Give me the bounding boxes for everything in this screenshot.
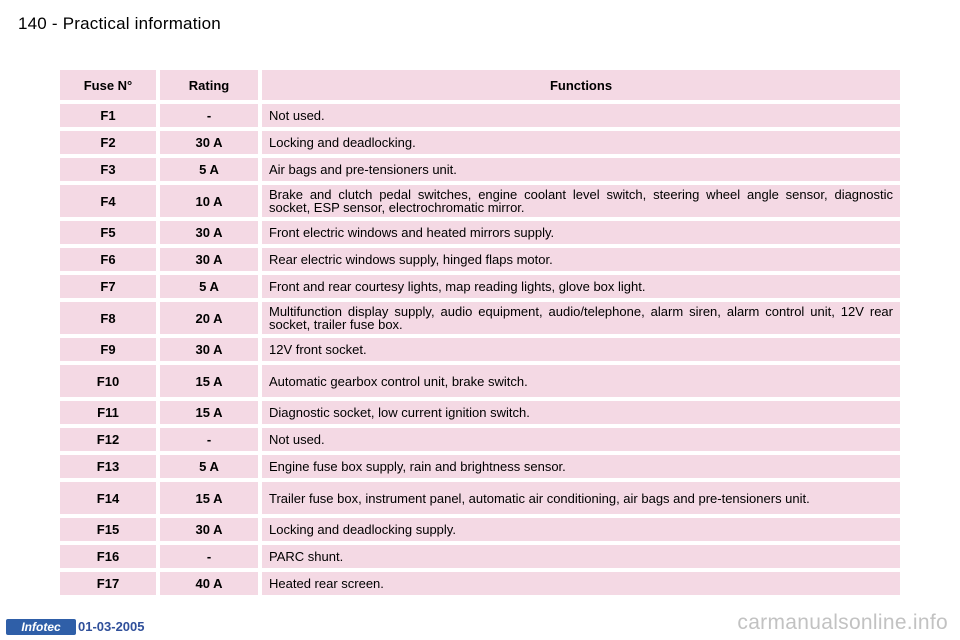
fuse-rating-cell: 30 A — [160, 338, 258, 361]
table-row — [60, 482, 900, 514]
fuse-table — [56, 66, 904, 599]
fuse-rating-cell: - — [160, 104, 258, 127]
fuse-number-cell: F17 — [60, 572, 156, 595]
fuse-rating-cell: 15 A — [160, 401, 258, 424]
table-row — [60, 221, 900, 244]
table-row — [60, 302, 900, 334]
table-row — [60, 185, 900, 217]
fuse-rating-cell: 15 A — [160, 482, 258, 514]
table-row — [60, 131, 900, 154]
table-row — [60, 518, 900, 541]
infotec-logo — [6, 619, 76, 635]
fuse-function-cell: Not used. — [262, 104, 900, 127]
fuse-number-cell: F2 — [60, 131, 156, 154]
page-title: Practical information — [62, 14, 221, 33]
fuse-rating-cell: - — [160, 545, 258, 568]
fuse-number-cell: F14 — [60, 482, 156, 514]
column-header-rating: Rating — [160, 70, 258, 100]
fuse-number-cell: F11 — [60, 401, 156, 424]
fuse-function-cell: Air bags and pre-tensioners unit. — [262, 158, 900, 181]
fuse-function-cell: Diagnostic socket, low current ignition switch. — [262, 401, 900, 424]
fuse-number-cell: F9 — [60, 338, 156, 361]
fuse-number-cell: F6 — [60, 248, 156, 271]
table-row — [60, 338, 900, 361]
fuse-rating-cell: - — [160, 428, 258, 451]
table-row — [60, 248, 900, 271]
fuse-function-cell: Brake and clutch pedal switches, engine coolant level switch, steering wheel angle sensor, diagnostic socket, ESP sensor, electrochromatic mirror. — [262, 185, 900, 217]
table-row — [60, 428, 900, 451]
logo-text: Infotec — [21, 620, 61, 634]
table-row — [60, 572, 900, 595]
page-number: 140 — [18, 14, 47, 33]
fuse-function-cell: Front electric windows and heated mirrors supply. — [262, 221, 900, 244]
fuse-function-cell: PARC shunt. — [262, 545, 900, 568]
fuse-rating-cell: 30 A — [160, 131, 258, 154]
fuse-number-cell: F15 — [60, 518, 156, 541]
watermark: carmanualsonline.info — [737, 611, 948, 634]
table-row — [60, 545, 900, 568]
fuse-number-cell: F12 — [60, 428, 156, 451]
fuse-number-cell: F3 — [60, 158, 156, 181]
header-separator: - — [51, 14, 58, 33]
fuse-number-cell: F5 — [60, 221, 156, 244]
fuse-number-cell: F13 — [60, 455, 156, 478]
fuse-rating-cell: 15 A — [160, 365, 258, 397]
table-row — [60, 455, 900, 478]
fuse-number-cell: F8 — [60, 302, 156, 334]
fuse-rating-cell: 30 A — [160, 248, 258, 271]
table-row — [60, 401, 900, 424]
fuse-rating-cell: 5 A — [160, 275, 258, 298]
fuse-function-cell: 12V front socket. — [262, 338, 900, 361]
table-header-row — [60, 70, 900, 100]
fuse-function-cell: Locking and deadlocking supply. — [262, 518, 900, 541]
fuse-number-cell: F4 — [60, 185, 156, 217]
fuse-function-cell: Locking and deadlocking. — [262, 131, 900, 154]
fuse-rating-cell: 10 A — [160, 185, 258, 217]
fuse-function-cell: Automatic gearbox control unit, brake switch. — [262, 365, 900, 397]
fuse-function-cell: Rear electric windows supply, hinged flaps motor. — [262, 248, 900, 271]
fuse-rating-cell: 30 A — [160, 221, 258, 244]
fuse-function-cell: Multifunction display supply, audio equipment, audio/telephone, alarm siren, alarm control unit, 12V rear socket, trailer fuse box. — [262, 302, 900, 334]
fuse-function-cell: Engine fuse box supply, rain and brightness sensor. — [262, 455, 900, 478]
fuse-number-cell: F7 — [60, 275, 156, 298]
table-row — [60, 275, 900, 298]
table-row — [60, 365, 900, 397]
fuse-rating-cell: 5 A — [160, 455, 258, 478]
footer-date: 01-03-2005 — [78, 619, 145, 634]
fuse-rating-cell: 20 A — [160, 302, 258, 334]
fuse-function-cell: Front and rear courtesy lights, map reading lights, glove box light. — [262, 275, 900, 298]
fuse-rating-cell: 5 A — [160, 158, 258, 181]
fuse-rating-cell: 40 A — [160, 572, 258, 595]
fuse-number-cell: F1 — [60, 104, 156, 127]
table-row — [60, 158, 900, 181]
fuse-rating-cell: 30 A — [160, 518, 258, 541]
fuse-function-cell: Trailer fuse box, instrument panel, automatic air conditioning, air bags and pre-tensioners unit. — [262, 482, 900, 514]
page-header — [18, 14, 221, 34]
fuse-number-cell: F16 — [60, 545, 156, 568]
table-row — [60, 104, 900, 127]
fuse-number-cell: F10 — [60, 365, 156, 397]
fuse-function-cell: Heated rear screen. — [262, 572, 900, 595]
column-header-functions: Functions — [262, 70, 900, 100]
fuse-function-cell: Not used. — [262, 428, 900, 451]
column-header-fuse: Fuse N° — [60, 70, 156, 100]
